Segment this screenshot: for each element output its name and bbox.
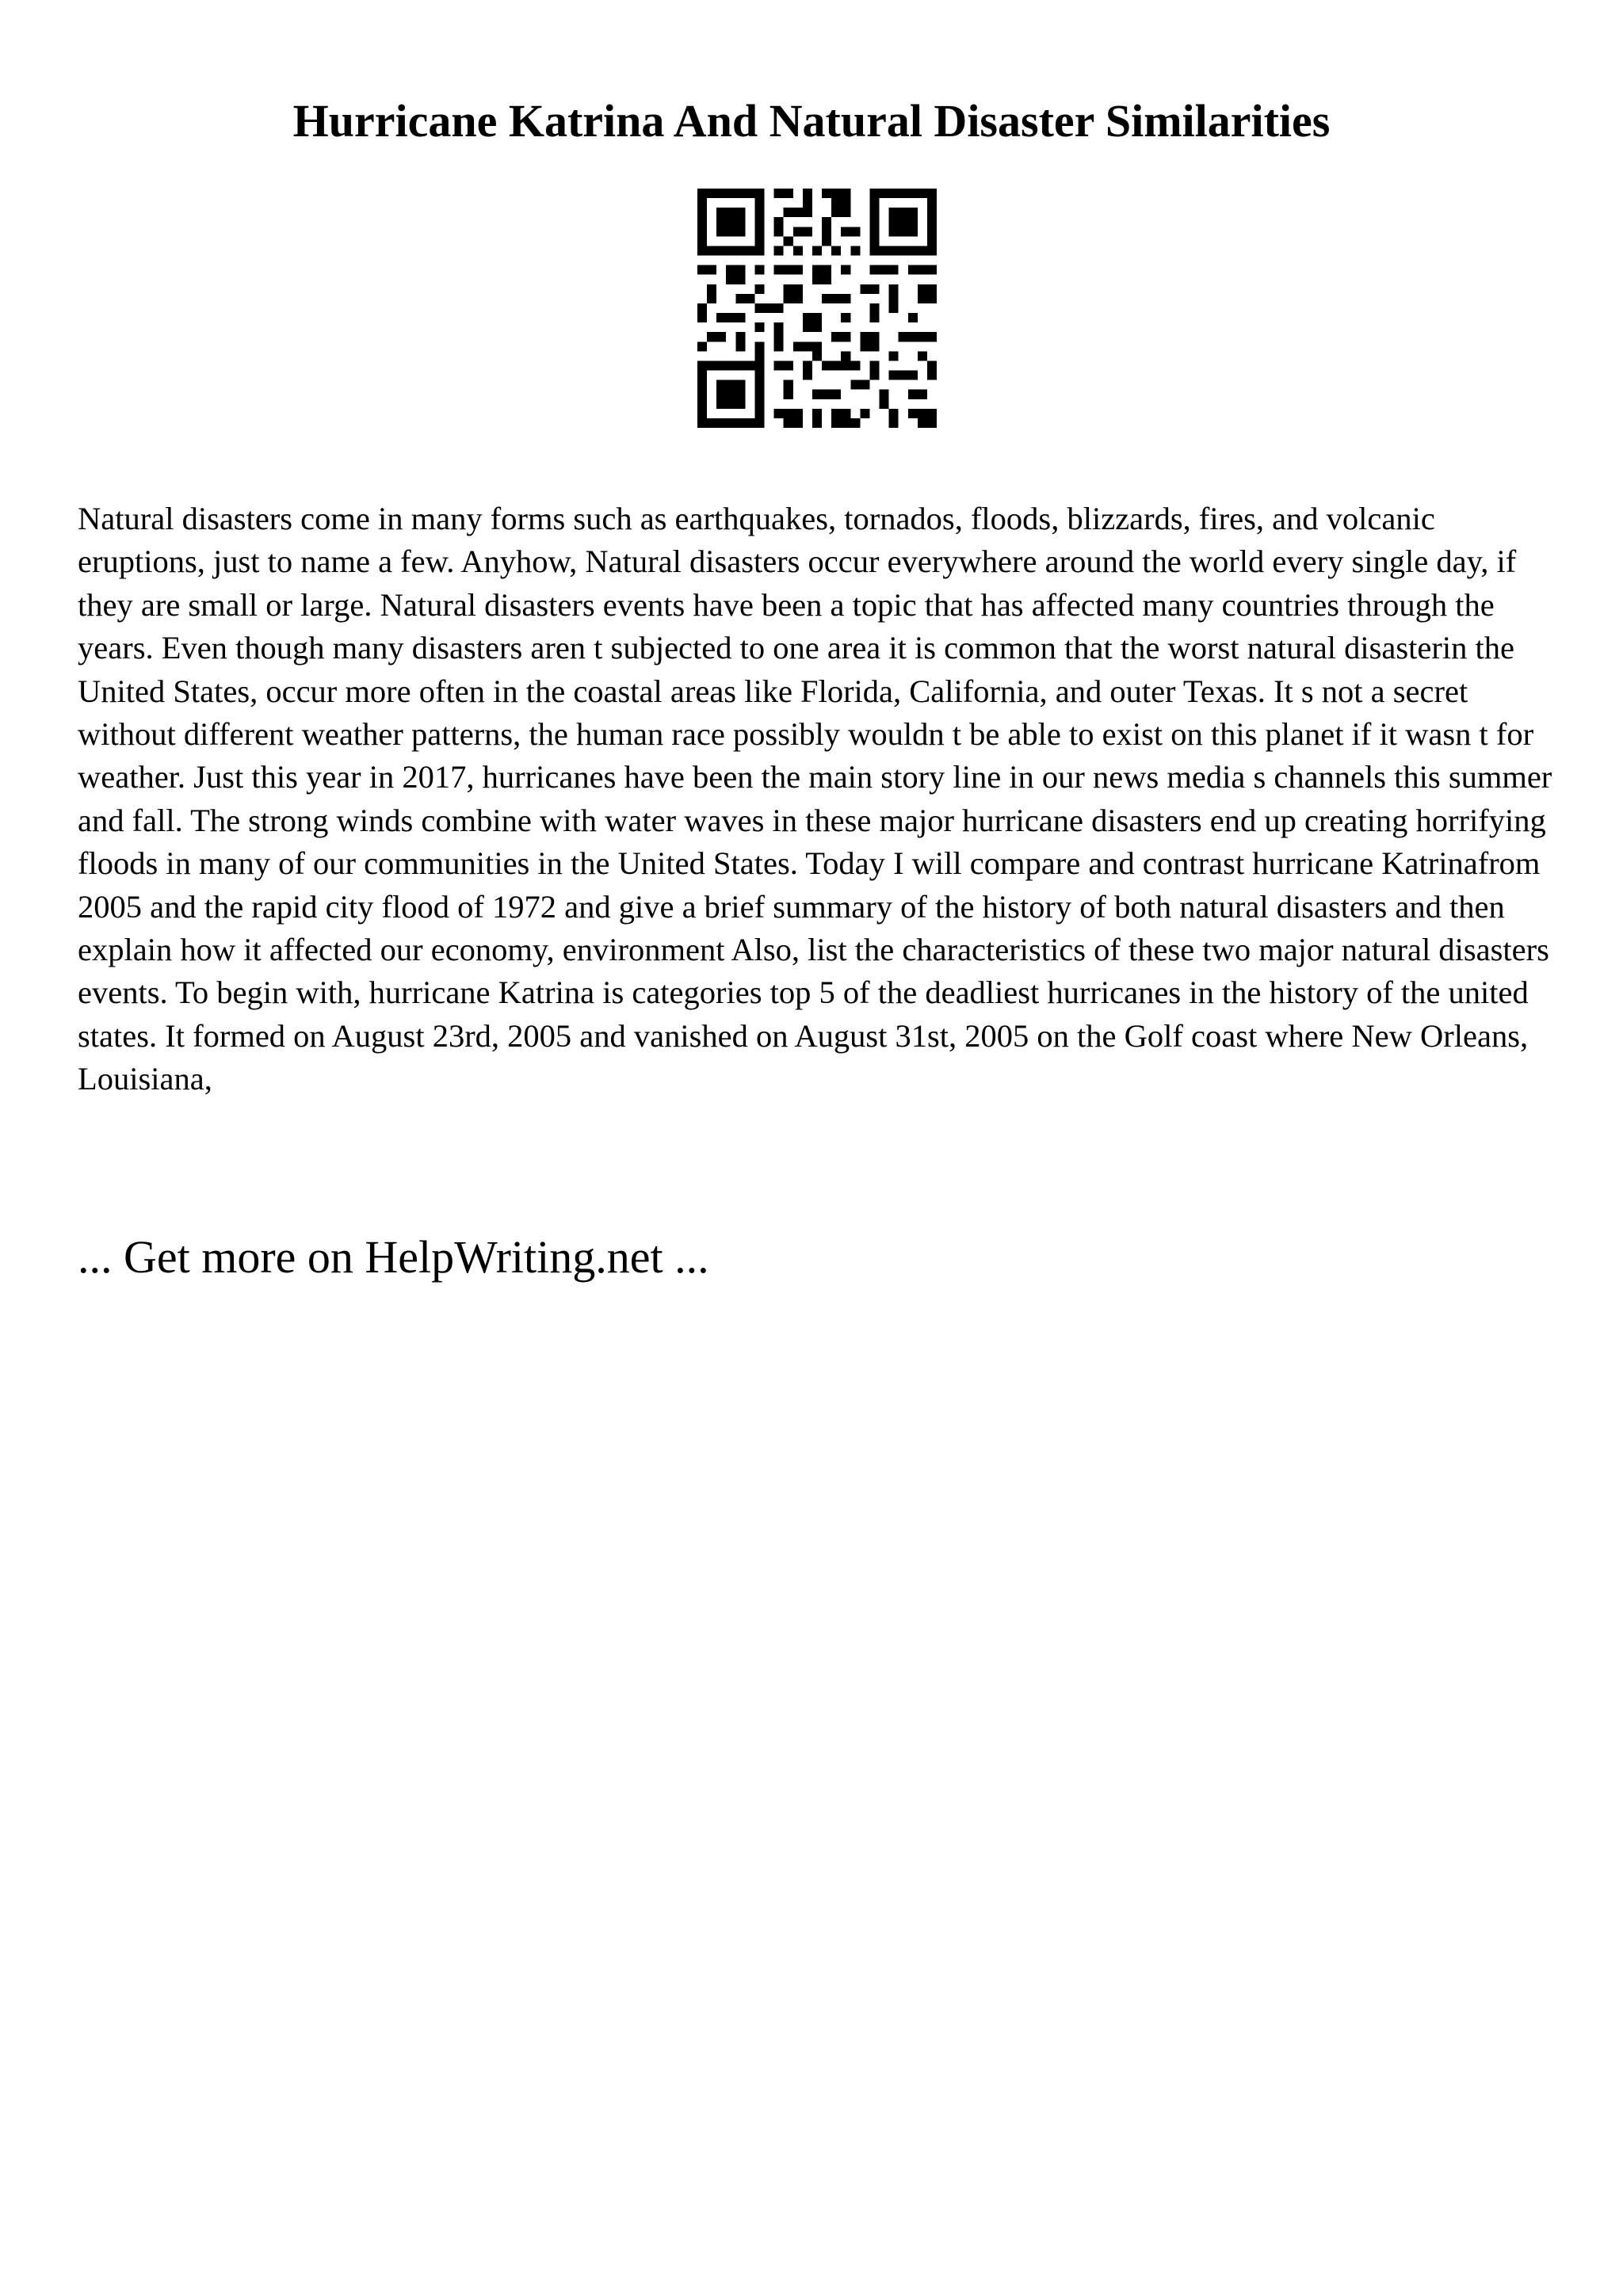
get-more-link[interactable]: ... Get more on HelpWriting.net ... <box>78 1231 709 1283</box>
document-title: Hurricane Katrina And Natural Disaster Similarities <box>292 95 1331 147</box>
qr-code-icon <box>697 189 937 428</box>
body-paragraph: Natural disasters come in many forms such as earthquakes, tornados, floods, blizzards, fires, and volcanic eruptions, just to name a few. Anyhow, Natural disasters occur everywhere around the world every single day, if they are small or large. Natural disasters events have been a topic that has affected many countries through the years. Even though many disasters aren t subjected to one area it is common that the worst natural disasterin the United States, occur more often in the coastal areas like Florida, California, and outer Texas. It s not a secret without different weather patterns, the human race possibly wouldn t be able to exist on this planet if it wasn t for weather. Just this year in 2017, hurricanes have been the main story line in our news media s channels this summer and fall. The strong winds combine with water waves in these major hurricane disasters end up creating horrifying floods in many of our communities in the United States. Today I will compare and contrast hurricane Katrinafrom 2005 and the rapid city flood of 1972 and give a brief summary of the history of both natural disasters and then explain how it affected our economy, environment Also, list the characteristics of these two major natural disasters events. To begin with, hurricane Katrina is categories top 5 of the deadliest hurricanes in the history of the united states. It formed on August 23rd, 2005 and vanished on August 31st, 2005 on the Golf coast where New Orleans, Louisiana, <box>78 501 1552 1097</box>
